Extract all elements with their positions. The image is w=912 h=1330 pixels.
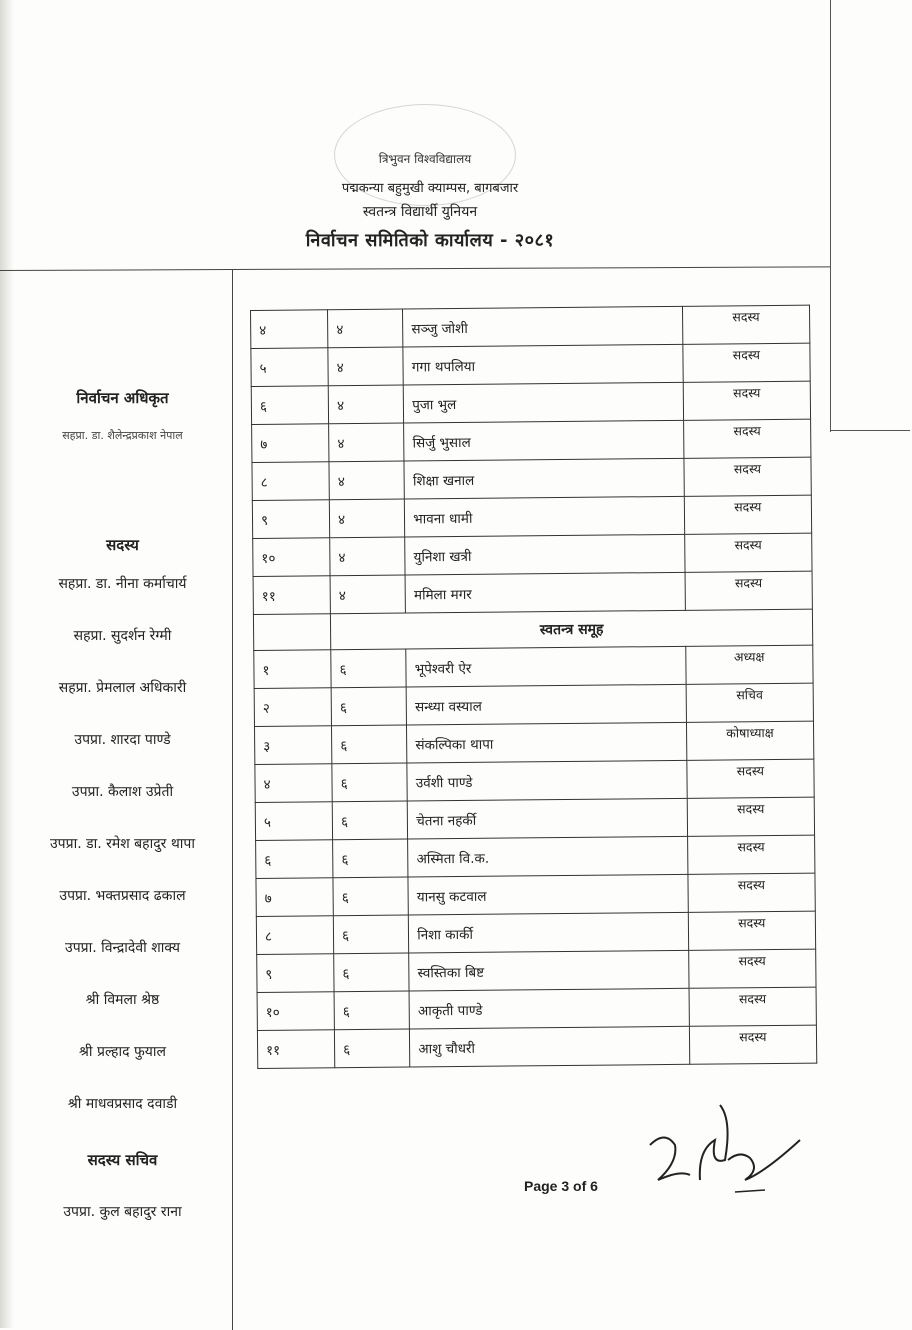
serial-cell: ४ (255, 764, 332, 803)
class-cell: ६ (331, 649, 406, 688)
post-cell: सदस्य (684, 457, 812, 496)
post-cell: सदस्य (687, 759, 815, 798)
table-row (254, 683, 813, 726)
candidate-table-wrapper (250, 305, 817, 1069)
group-title: स्वतन्त्र समूह (331, 609, 813, 650)
seal-text: त्रिभुवन विश्वविद्यालय (378, 152, 472, 166)
union-name: स्वतन्त्र विद्यार्थी युनियन (362, 204, 478, 220)
table-row (257, 1025, 816, 1068)
table-row (252, 457, 811, 500)
class-cell: ६ (333, 839, 408, 878)
post-cell: सदस्य (688, 873, 816, 912)
committee-member: उपप्रा. भक्तप्रसाद ढकाल (59, 888, 186, 904)
serial-cell: ५ (255, 802, 332, 841)
name-cell: सञ्जु जोशी (403, 306, 683, 347)
class-cell: ४ (329, 423, 404, 462)
table-row (257, 987, 816, 1030)
class-cell: ६ (335, 1029, 410, 1068)
header-divider (0, 266, 830, 271)
table-row (254, 645, 813, 688)
table-row (251, 381, 810, 424)
class-cell: ४ (328, 385, 403, 424)
post-cell: सचिव (686, 683, 814, 722)
serial-cell: १० (253, 538, 330, 577)
name-cell: गगा थपलिया (403, 344, 683, 385)
post-cell: कोषाध्याक्ष (686, 721, 814, 760)
table-row (251, 305, 810, 348)
post-cell: सदस्य (683, 419, 811, 458)
name-cell: भावना धामी (405, 496, 685, 537)
candidate-table (250, 305, 817, 1069)
officer-name: सहप्रा. डा. शैलेन्द्रप्रकाश नेपाल (62, 429, 183, 442)
name-cell: पुजा भुल (403, 382, 683, 423)
committee-member: उपप्रा. विन्द्रादेवी शाक्य (65, 940, 180, 956)
committee-member: उपप्रा. शारदा पाण्डे (74, 732, 171, 748)
sidebar-divider (232, 270, 233, 1330)
table-row (256, 835, 815, 878)
name-cell: ममिला मगर (405, 572, 685, 613)
name-cell: स्वस्तिका बिष्ट (409, 950, 689, 991)
serial-cell: ३ (254, 726, 331, 765)
table-row (254, 721, 813, 764)
name-cell: भूपेश्वरी ऐर (406, 646, 686, 687)
class-cell: ६ (332, 801, 407, 840)
serial-cell: ६ (256, 840, 333, 879)
class-cell: ६ (334, 953, 409, 992)
name-cell: चेतना नहर्की (407, 798, 687, 839)
name-cell: सिर्जु भुसाल (404, 420, 684, 461)
group-row (253, 609, 812, 650)
committee-member: उपप्रा. डा. रमेश बहादुर थापा (49, 836, 195, 852)
class-cell: ४ (330, 537, 405, 576)
serial-cell: ५ (251, 348, 328, 387)
class-cell: ६ (333, 877, 408, 916)
scan-edge-shadow (0, 0, 14, 1328)
table-row (252, 495, 811, 538)
name-cell: सन्ध्या वस्याल (406, 684, 686, 725)
serial-cell: १ (254, 650, 331, 689)
post-cell: सदस्य (688, 949, 816, 988)
class-cell: ४ (330, 575, 405, 614)
post-cell: सदस्य (684, 495, 812, 534)
table-row (253, 533, 812, 576)
class-cell: ६ (331, 687, 406, 726)
class-cell: ६ (334, 991, 409, 1030)
class-cell: ४ (328, 309, 403, 348)
officer-title: निर्वाचन अधिकृत (76, 389, 169, 407)
serial-cell: ११ (253, 576, 330, 615)
office-title: निर्वाचन समितिको कार्यालय - २०८१ (305, 230, 555, 251)
committee-member: श्री विमला श्रेष्ठ (85, 992, 160, 1008)
serial-cell: ८ (252, 462, 329, 501)
post-cell: सदस्य (683, 343, 811, 382)
serial-cell: ७ (252, 424, 329, 463)
campus-name: पद्मकन्या बहुमुखी क्याम्पस, बागबजार (341, 181, 519, 196)
post-cell: सदस्य (682, 305, 810, 344)
class-cell: ४ (329, 499, 404, 538)
table-row (255, 797, 814, 840)
secretary-name: उपप्रा. कुल बहादुर राना (63, 1204, 182, 1220)
committee-member: सहप्रा. डा. नीना कर्माचार्य (58, 576, 187, 592)
post-cell: सदस्य (689, 1025, 817, 1064)
name-cell: निशा कार्की (409, 912, 689, 953)
secretary-title: सदस्य सचिव (87, 1151, 158, 1169)
serial-cell: २ (254, 688, 331, 727)
committee-member: सहप्रा. सुदर्शन रेग्मी (73, 628, 172, 644)
class-cell: ६ (332, 763, 407, 802)
margin-line-bottom (830, 430, 910, 431)
name-cell: उर्वशी पाण्डे (407, 760, 687, 801)
name-cell: अस्मिता वि.क. (408, 836, 688, 877)
serial-cell: १० (257, 992, 334, 1031)
table-row (252, 419, 811, 462)
table-row (256, 873, 815, 916)
group-row-blank (253, 614, 330, 651)
serial-cell: ७ (256, 878, 333, 917)
post-cell: सदस्य (684, 533, 812, 572)
members-title: सदस्य (106, 536, 139, 554)
class-cell: ६ (333, 915, 408, 954)
margin-line (830, 0, 831, 432)
name-cell: शिक्षा खनाल (404, 458, 684, 499)
post-cell: अध्यक्ष (685, 645, 813, 684)
name-cell: यानसु कटवाल (408, 874, 688, 915)
page-number: Page 3 of 6 (524, 1178, 598, 1194)
table-row (253, 571, 812, 614)
table-row (257, 949, 816, 992)
class-cell: ६ (332, 725, 407, 764)
serial-cell: ९ (252, 500, 329, 539)
name-cell: संकल्पिका थापा (407, 722, 687, 763)
post-cell: सदस्य (687, 835, 815, 874)
table-row (256, 911, 815, 954)
name-cell: आशु चौधरी (410, 1026, 690, 1067)
serial-cell: ४ (251, 310, 328, 349)
serial-cell: ६ (251, 386, 328, 425)
post-cell: सदस्य (687, 797, 815, 836)
committee-member: उपप्रा. कैलाश उप्रेती (71, 784, 174, 800)
post-cell: सदस्य (685, 571, 813, 610)
post-cell: सदस्य (683, 381, 811, 420)
post-cell: सदस्य (689, 987, 817, 1026)
committee-member: सहप्रा. प्रेमलाल अधिकारी (58, 680, 187, 696)
class-cell: ४ (329, 461, 404, 500)
serial-cell: ९ (257, 954, 334, 993)
class-cell: ४ (328, 347, 403, 386)
committee-member: श्री प्रल्हाद फुयाल (79, 1044, 166, 1060)
post-cell: सदस्य (688, 911, 816, 950)
committee-member: श्री माधवप्रसाद दवाडी (67, 1096, 178, 1112)
serial-cell: ८ (256, 916, 333, 955)
signature-mark (640, 1100, 820, 1210)
name-cell: युनिशा खत्री (405, 534, 685, 575)
table-row (251, 343, 810, 386)
table-row (255, 759, 814, 802)
name-cell: आकृती पाण्डे (409, 988, 689, 1029)
serial-cell: ११ (257, 1030, 334, 1069)
